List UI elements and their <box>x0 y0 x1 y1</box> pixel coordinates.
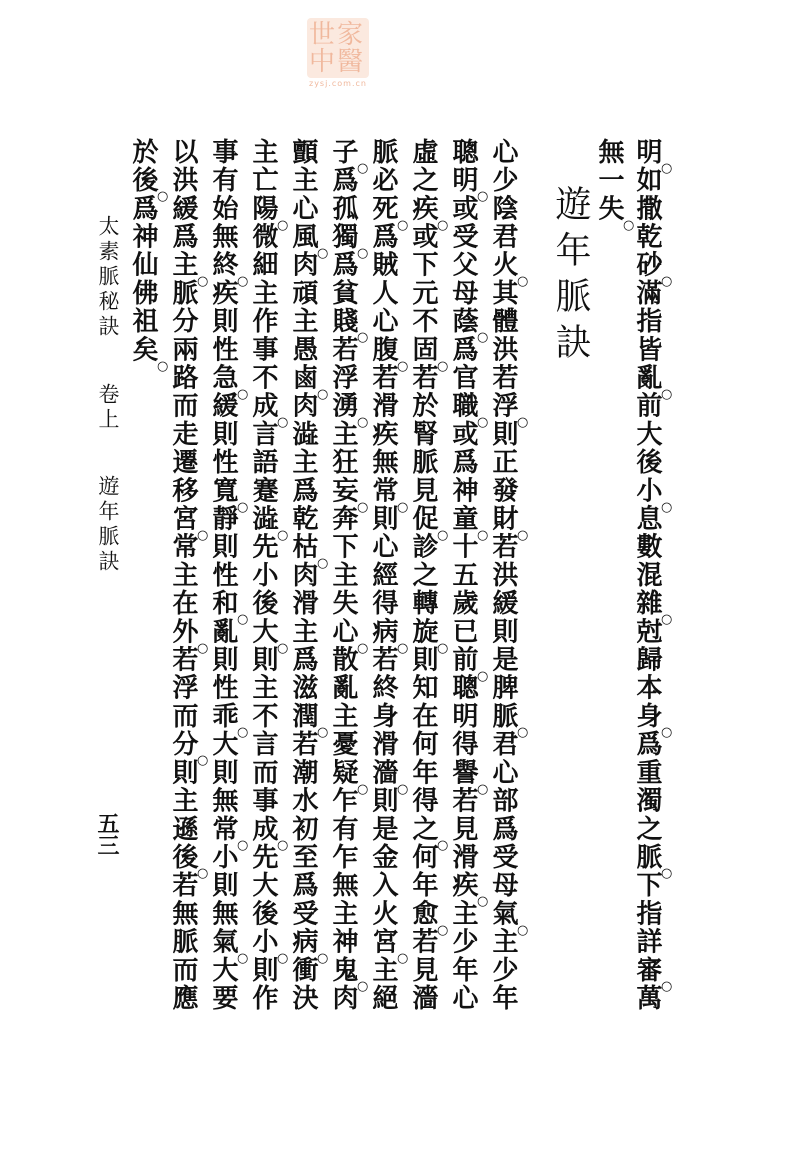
footer-chapter: 遊年脈訣 <box>96 475 120 576</box>
text-column: 顫主心風 ○ 肉頑主愚鹵 ○ 肉澁主爲乾枯 ○ 肉滑主爲滋潤 ○ 若潮水初至爲受病 ○ 衝決 <box>288 138 329 1013</box>
running-footer <box>93 215 123 575</box>
watermark-url: zysj.com.cn <box>309 79 367 88</box>
watermark-logo-text: 世家中醫 <box>309 20 366 77</box>
text-column: 虛之疾 ○ 或下元不固 ○ 若於腎脈見促 ○ 診之轉旋 ○ 則知在何年得之 ○ 何年愈 ○ 若見濇 <box>408 138 449 1013</box>
text-column: 脈必死 ○ 爲賊人心腹 ○ 若滑疾無常 ○ 則心經得病 ○ 若終身滑濇 ○ 則是金入火宮 ○ 主絕 <box>368 138 409 1013</box>
text-column: 明 ○ 如撒乾砂 ○ 滿指皆亂 ○ 前大後小 ○ 息數混雜 ○ 尅歸本身 ○ 爲重濁之脈 ○ 下指詳審 ○ 萬 <box>632 138 673 1013</box>
text-column: 事有始無終 ○ 疾則性急 ○ 緩則性寬 ○ 靜則性和 ○ 亂則性乖 ○ 大則無常 ○ 小則無氣 ○ 大要 <box>208 138 249 1013</box>
text-column: 子 ○ 爲孤獨 ○ 爲貧賤 ○ 若浮湧 ○ 主狂妄 ○ 奔下主失心 ○ 散亂主憂疑 ○ 乍有乍無主神鬼 ○ 肉 <box>328 138 369 1013</box>
section-title: 遊年脈訣 <box>550 185 591 369</box>
text-column: 主亡陽 ○ 微細主作事不成 ○ 言語蹇澁 ○ 先小後大 ○ 則主不言而事成 ○ 先大後小 ○ 則作 <box>248 138 289 1013</box>
footer-book-title: 太素脈秘訣 <box>96 215 120 340</box>
text-column: 心少陰君火 ○ 其體洪若浮 ○ 則正發財 ○ 若洪緩則是脾脈 ○ 君心部爲受母氣 ○ 主少年 <box>488 138 529 1013</box>
text-column: 於後 ○ 爲神仙佛祖矣 ○ <box>128 138 169 374</box>
text-column: 聰明 ○ 或受父母蔭 ○ 爲官職 ○ 或爲神童 ○ 十五歲已前 ○ 聰明得譽 ○ 若見滑疾 ○ 主少年心 <box>448 138 489 1013</box>
text-column: 以洪緩爲主 ○ 脈分兩路而走遷移宮 ○ 常主在外 ○ 若浮而分 ○ 則主遜後 ○ 若無脈而應 <box>168 138 209 1013</box>
page-number: 五三 <box>94 812 120 856</box>
footer-volume: 卷上 <box>96 382 120 433</box>
watermark-logo <box>295 18 375 88</box>
text-column: 無一失 ○ <box>594 138 635 233</box>
